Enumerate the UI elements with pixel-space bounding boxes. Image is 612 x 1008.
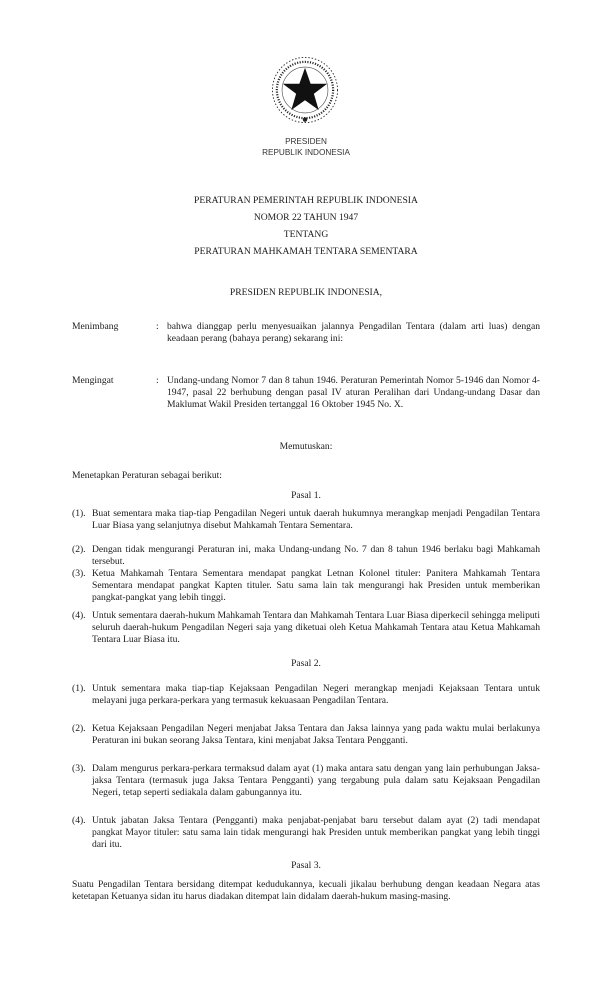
header-presiden: PRESIDEN [285, 137, 327, 146]
pasal-2-heading: Pasal 2. [291, 658, 321, 669]
item-number: (2). [72, 723, 86, 734]
memutuskan: Memutuskan: [279, 441, 333, 452]
item-text: Dalam mengurus perkara-perkara termaksud dalam ayat (1) maka antara satu dengan yang lain perhubungan Jaksa-jaksa Tentara (termasuk juga Jaksa Tentara Pengganti) yang tergabung pula dalam satu Kejaksaan Pengadilan Negeri, tetap seperti sediakala dalam gabungannya itu. [92, 763, 540, 798]
item-number: (3). [72, 568, 86, 579]
title-line-3: TENTANG [283, 229, 329, 240]
mengingat-colon: : [156, 375, 159, 386]
title-line-4: PERATURAN MAHKAMAH TENTARA SEMENTARA [194, 246, 418, 257]
item-text: Untuk jabatan Jaksa Tentara (Pengganti) maka penjabat-penjabat baru tersebut dalam ayat (2) tadi mendapat pangkat Mayor tituler: satu sama lain tidak mengurangi hak Presiden untuk memberikan pangkat yang lebih tinggi dari itu. [92, 815, 540, 850]
pasal-3-text: Suatu Pengadilan Tentara bersidang ditempat kedudukannya, kecuali jikalau berhubung dengan keadaan Negara atas ketetapan Ketuanya sidan itu harus diadakan ditempat lain didalam daerah-hukum masing-masing. [72, 879, 540, 902]
pasal-1-heading: Pasal 1. [291, 490, 321, 501]
pasal-2-item-1 [72, 683, 540, 707]
pasal-2-item-2 [72, 723, 540, 747]
item-text: Ketua Mahkamah Tentara Sementara mendapat pangkat Letnan Kolonel tituler: Panitera Mahkamah Tentara Sementara mendapat pangkat Kapten tituler. Satu sama lain tak mengurangi hak Presiden untuk memberikan pangkat-pangkat yang lebih tinggi. [92, 568, 540, 603]
item-text: Ketua Kejaksaan Pengadilan Negeri menjabat Jaksa Tentara dan Jaksa lainnya yang pada waktu mulai berlakunya Peraturan ini bukan seorang Jaksa Tentara, kini menjabat Jaksa Tentara Pengganti. [92, 723, 540, 746]
menimbang-colon: : [156, 321, 159, 332]
header-republik-indonesia: REPUBLIK INDONESIA [262, 148, 350, 157]
pasal-1-item-1 [72, 508, 540, 532]
pasal-2-item-3 [72, 763, 540, 799]
issuer: PRESIDEN REPUBLIK INDONESIA, [229, 287, 383, 298]
mengingat-text: Undang-undang Nomor 7 dan 8 tahun 1946. Peraturan Pemerintah Nomor 5-1946 dan Nomor 4-1947, pasal 22 berhubung dengan pasal IV aturan Peralihan dari Undang-undang Dasar dan Maklumat Wakil Presiden tertanggal 16 Oktober 1945 No. X. [167, 375, 540, 410]
item-number: (4). [72, 815, 86, 826]
title-line-2: NOMOR 22 TAHUN 1947 [253, 212, 359, 223]
item-number: (1). [72, 508, 86, 519]
presidential-emblem-icon [268, 53, 342, 127]
item-text: Untuk sementara daerah-hukum Mahkamah Tentara dan Mahkamah Tentara Luar Biasa diperkecil sehingga meliputi seluruh daerah-hukum Pengadilan Negeri saja yang diketuai oleh Ketua Mahkamah Tentara atau Ketua Mahkamah Tentara Luar Biasa itu. [92, 610, 540, 645]
item-number: (2). [72, 544, 86, 555]
pasal-3-heading: Pasal 3. [291, 860, 321, 871]
pasal-2-item-4 [72, 815, 540, 851]
menimbang-label: Menimbang [72, 321, 119, 332]
pasal-1-item-3 [72, 568, 540, 604]
item-number: (3). [72, 763, 86, 774]
menetapkan: Menetapkan Peraturan sebagai berikut: [72, 470, 222, 481]
pasal-1-item-2 [72, 544, 540, 568]
title-line-1: PERATURAN PEMERINTAH REPUBLIK INDONESIA [194, 195, 418, 206]
item-text: Dengan tidak mengurangi Peraturan ini, maka Undang-undang No. 7 dan 8 tahun 1946 berlaku bagi Mahkamah tersebut. [92, 544, 540, 567]
item-number: (1). [72, 683, 86, 694]
menimbang-text: bahwa dianggap perlu menyesuaikan jalannya Pengadilan Tentara (dalam arti luas) dengan keadaan perang (bahaya perang) sekarang ini: [167, 321, 540, 344]
pasal-1-item-4 [72, 610, 540, 646]
item-text: Buat sementara maka tiap-tiap Pengadilan Negeri untuk daerah hukumnya merangkap menjadi Pengadilan Tentara Luar Biasa yang selanjutnya disebut Mahkamah Tentara Sementara. [92, 508, 540, 531]
item-text: Untuk sementara maka tiap-tiap Kejaksaan Pengadilan Negeri merangkap menjadi Kejaksaan Tentara untuk melayani juga perkara-perkara yang termasuk kekuasaan Pengadilan Tentara. [92, 683, 540, 706]
mengingat-label: Mengingat [72, 375, 114, 386]
item-number: (4). [72, 610, 86, 621]
